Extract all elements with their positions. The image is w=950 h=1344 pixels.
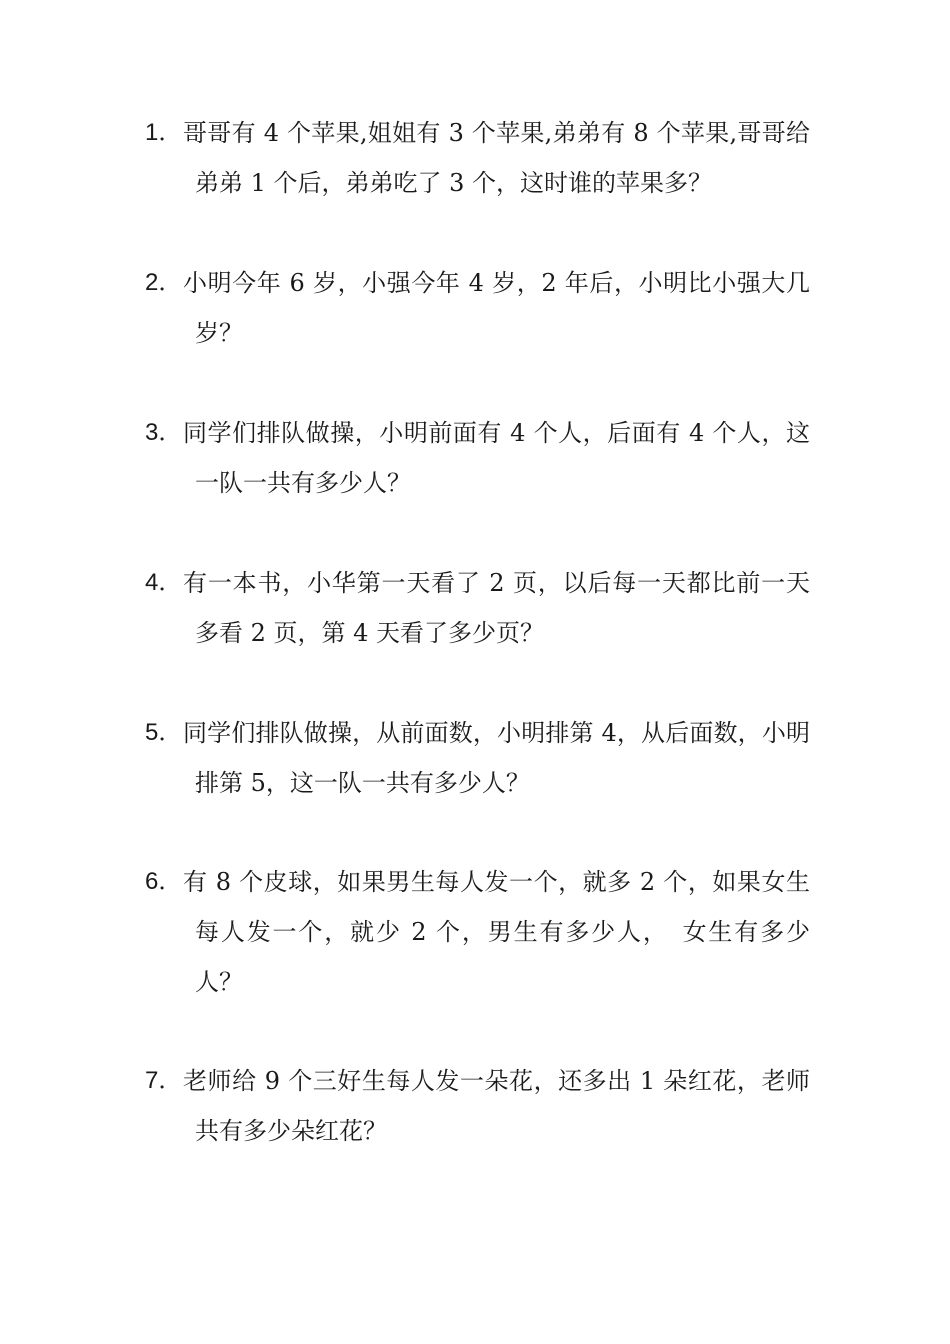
question-number: 6．: [145, 868, 183, 895]
question-text: 同学们排队做操，从前面数，小明排第 4，从后面数，小明排第 5，这一队一共有多少人？: [183, 719, 810, 797]
question-3: [145, 408, 810, 508]
question-text: 哥哥有 4 个苹果,姐姐有 3 个苹果,弟弟有 8 个苹果,哥哥给弟弟 1 个后，弟弟吃了 3 个，这时谁的苹果多？: [183, 119, 810, 197]
question-1: [145, 108, 810, 208]
question-7: [145, 1056, 810, 1156]
question-number: 3．: [145, 419, 183, 446]
question-number: 7．: [145, 1067, 183, 1094]
question-2: [145, 258, 810, 358]
question-number: 1．: [145, 119, 183, 146]
question-text: 有 8 个皮球，如果男生每人发一个，就多 2 个，如果女生每人发一个，就少 2 个，男生有多少人， 女生有多少人？: [183, 868, 810, 996]
question-5: [145, 708, 810, 808]
question-number: 2．: [145, 269, 183, 296]
question-6: [145, 857, 810, 1007]
question-text: 有一本书，小华第一天看了 2 页，以后每一天都比前一天多看 2 页，第 4 天看了多少页？: [183, 569, 810, 647]
question-text: 老师给 9 个三好生每人发一朵花，还多出 1 朵红花，老师共有多少朵红花？: [183, 1067, 810, 1145]
question-text: 同学们排队做操，小明前面有 4 个人，后面有 4 个人，这一队一共有多少人？: [183, 419, 810, 497]
question-number: 5．: [145, 719, 183, 746]
question-text: 小明今年 6 岁，小强今年 4 岁，2 年后，小明比小强大几岁？: [183, 269, 810, 347]
question-number: 4．: [145, 569, 183, 596]
question-4: [145, 558, 810, 658]
